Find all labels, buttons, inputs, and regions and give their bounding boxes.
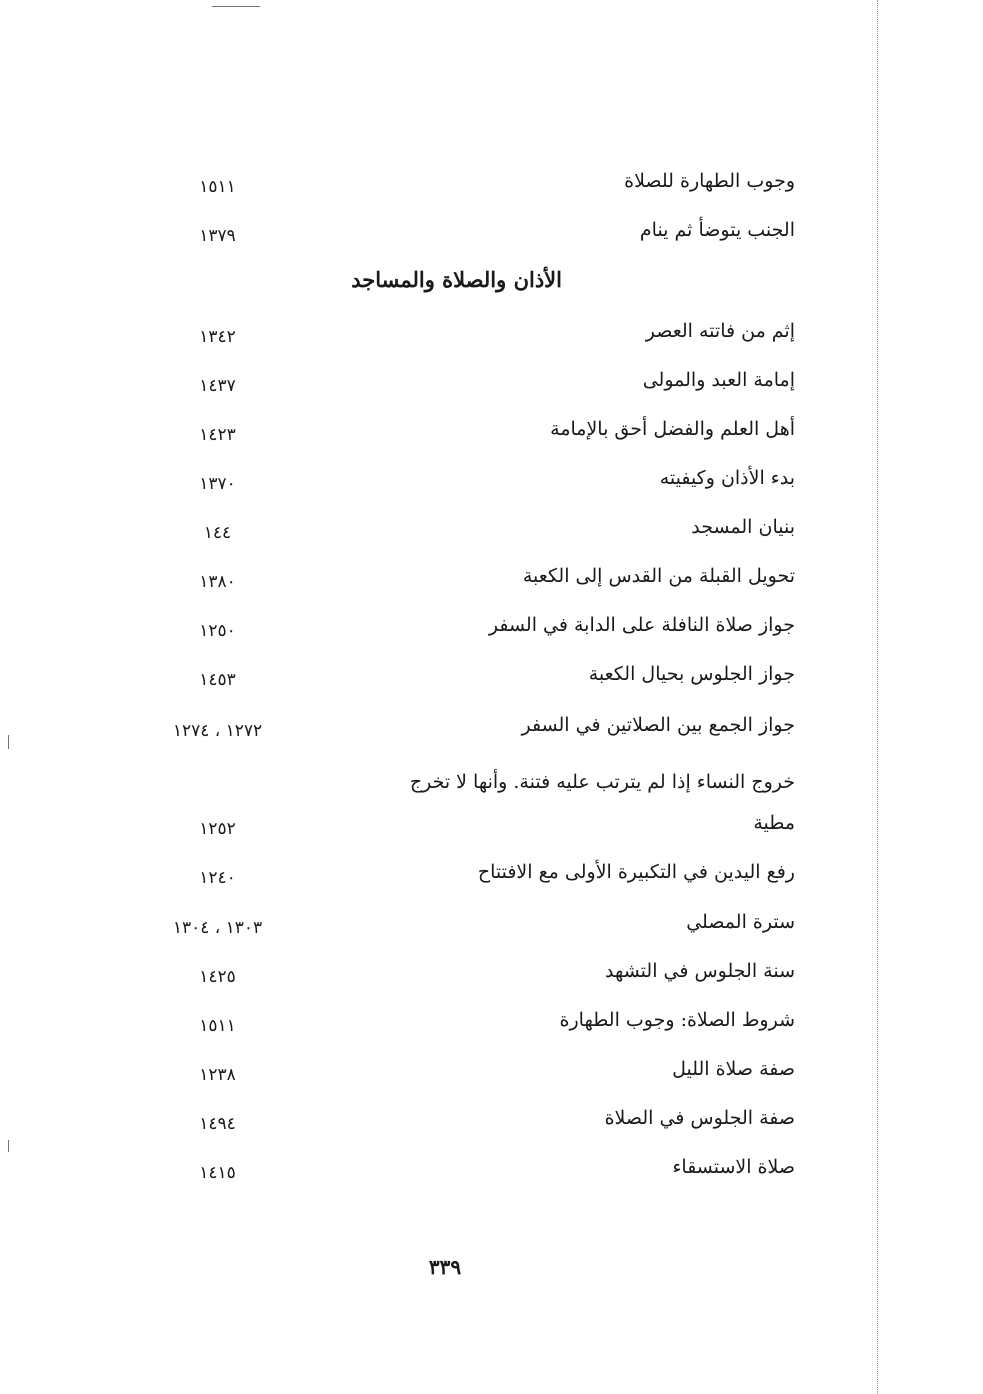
entry-title: جواز الجمع بين الصلاتين في السفر xyxy=(521,714,795,736)
entry-reference: ١٤١٥ xyxy=(199,1163,236,1183)
entry-reference: ١٢٤٠ xyxy=(199,868,236,888)
entry-title: جواز الجلوس بحيال الكعبة xyxy=(588,663,795,685)
entry-reference: ١٢٣٨ xyxy=(199,1065,236,1085)
index-entry xyxy=(150,808,795,844)
page-number: ٣٣٩ xyxy=(428,1255,462,1279)
entry-title: أهل العلم والفضل أحق بالإمامة xyxy=(550,418,795,440)
entry-reference: ١٤٢٣ xyxy=(199,425,236,445)
index-entry xyxy=(150,1005,795,1041)
index-entry xyxy=(150,561,795,597)
index-entry xyxy=(150,316,795,352)
index-entry xyxy=(150,512,795,548)
index-entry xyxy=(150,1152,795,1188)
entry-reference: ١٥١١ xyxy=(199,177,236,197)
index-entry xyxy=(150,659,795,695)
index-entry xyxy=(150,710,795,746)
index-entry xyxy=(150,166,795,202)
entry-title: إثم من فاتته العصر xyxy=(645,320,795,342)
entry-reference: ١٣٧٩ xyxy=(199,226,236,246)
entry-reference: ١٣٧٠ xyxy=(199,474,236,494)
entry-title: مطية xyxy=(753,812,795,834)
entry-reference: ١٤٣٧ xyxy=(199,376,236,396)
entry-reference: ١٢٥٢ xyxy=(199,819,236,839)
index-entry xyxy=(150,1054,795,1090)
index-entry xyxy=(150,907,795,943)
entry-reference: ١٣٤٢ xyxy=(199,327,236,347)
index-entry xyxy=(150,414,795,450)
entry-reference: ١٤٤ xyxy=(203,523,232,543)
entry-title: صفة صلاة الليل xyxy=(672,1058,795,1080)
entry-reference: ١٢٧٢ ، ١٢٧٤ xyxy=(172,721,263,741)
index-entry xyxy=(150,610,795,646)
section-heading: الأذان والصلاة والمساجد xyxy=(351,267,562,292)
scan-edge-line xyxy=(877,0,878,1394)
entry-title: صفة الجلوس في الصلاة xyxy=(604,1107,795,1129)
entry-title: صلاة الاستسقاء xyxy=(672,1156,795,1178)
entry-title: سنة الجلوس في التشهد xyxy=(605,960,795,982)
entry-reference: ١٣٨٠ xyxy=(199,572,236,592)
entry-title: وجوب الطهارة للصلاة xyxy=(624,170,795,192)
entry-title: سترة المصلي xyxy=(686,911,795,933)
entry-title: بنيان المسجد xyxy=(691,516,795,538)
entry-title: بدء الأذان وكيفيته xyxy=(659,467,795,489)
entry-title: إمامة العبد والمولى xyxy=(642,369,795,391)
index-entry xyxy=(150,857,795,893)
scan-mark-left-lower xyxy=(8,1140,9,1152)
entry-reference: ١٤٩٤ xyxy=(199,1114,236,1134)
entry-reference: ١٣٠٣ ، ١٣٠٤ xyxy=(172,918,263,938)
entry-reference: ١٢٥٠ xyxy=(199,621,236,641)
entry-title: رفع اليدين في التكبيرة الأولى مع الافتتاح xyxy=(477,861,795,883)
scan-mark-top xyxy=(212,6,260,7)
scan-mark-left xyxy=(8,735,9,749)
index-entry xyxy=(150,365,795,401)
index-entry xyxy=(150,956,795,992)
entry-reference: ١٤٥٣ xyxy=(199,670,236,690)
index-entry xyxy=(150,463,795,499)
index-entry xyxy=(150,1103,795,1139)
entry-reference: ١٤٢٥ xyxy=(199,967,236,987)
index-entry xyxy=(150,215,795,251)
entry-title: تحويل القبلة من القدس إلى الكعبة xyxy=(522,565,795,587)
entry-title: شروط الصلاة: وجوب الطهارة xyxy=(559,1009,795,1031)
entry-title: جواز صلاة النافلة على الدابة في السفر xyxy=(488,614,795,636)
entry-title: الجنب يتوضأ ثم ينام xyxy=(639,219,795,241)
entry-title-continuation: خروج النساء إذا لم يترتب عليه فتنة. وأنها لا تخرج xyxy=(409,771,795,793)
entry-reference: ١٥١١ xyxy=(199,1016,236,1036)
